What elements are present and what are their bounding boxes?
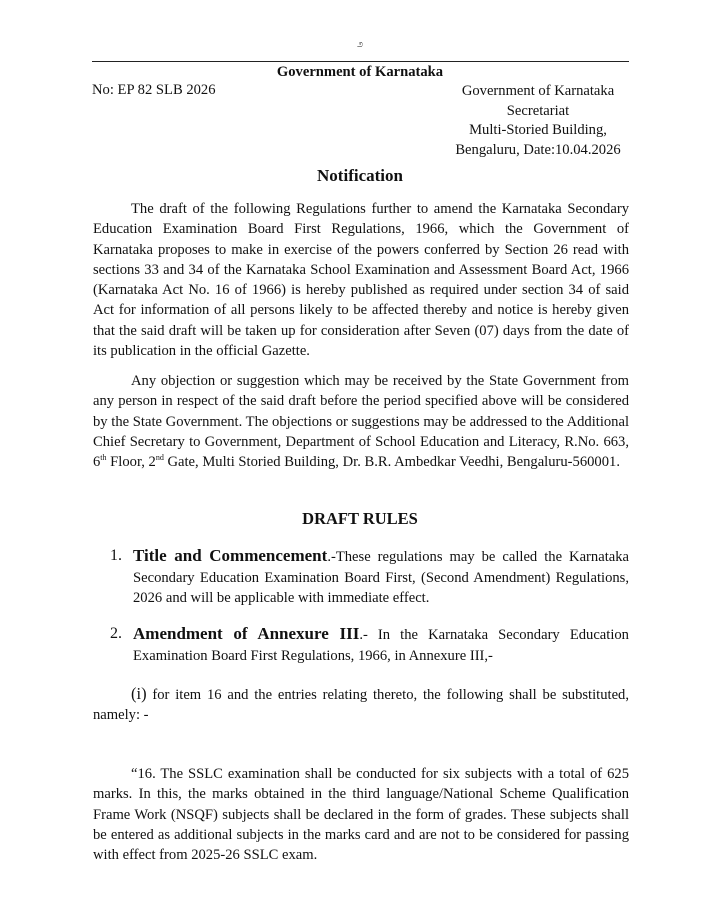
sub-clause-text: for item 16 and the entries relating thereto, the following shall be substituted, namely: - [93,687,629,724]
paragraph-text: Any objection or suggestion which may be received by the State Government from any person in respect of the said draft before the period specified above will be considered by the State Government. The objections or suggestions may be addressed to the Additional Chief Secretary to Government, Department of School Education and Literacy, R.No. 663, 6 [93,373,629,471]
rule-number: 2. [110,625,122,642]
quoted-text: “16. The SSLC examination shall be conducted for six subjects with a total of 625 marks. In this, the marks obtained in the third language/National Scheme Qualification Frame Work (NSQF) subjects shall be declared in the form of grades. These subjects shall be entered as additional subjects in the marks card and are not to be considered for passing with effect from 2025-26 SSLC exam. [93,766,629,864]
paragraph-text: Floor, 2 [106,454,156,471]
document-number: No: EP 82 SLB 2026 [92,82,216,98]
address-line: Multi-Storied Building, [469,122,607,138]
rule-text: .-These regulations may be called the Karnataka Secondary Education Examination Board First, (Second Amendment) Regulations, 2026 and will be applicable with immediate effect. [133,549,630,606]
notification-paragraph-2 [93,371,629,472]
page-number: ೨ [356,38,364,50]
rule-heading: Amendment of Annexure III [133,624,360,643]
header-divider [92,61,629,62]
rule-item-1 [110,546,629,609]
draft-rules-title: DRAFT RULES [302,509,418,528]
paragraph-text: The draft of the following Regulations further to amend the Karnataka Secondary Education Examination Board First Regulations, 1966, which the Government of Karnataka proposes to make in exercise of the powers conferred by Section 26 read with sections 33 and 34 of the Karnataka School Examination and Assessment Board Act, 1966 (Karnataka Act No. 16 of 1966) is hereby published as required under section 34 of said Act for information of all persons likely to be affected thereby and notice is hereby given that the said draft will be taken up for consideration after Seven (07) days from the date of its publication in the official Gazette. [93,201,629,360]
notification-paragraph-1 [93,199,629,361]
address-date-line: Bengaluru, Date:10.04.2026 [455,141,621,158]
paragraph-text: Gate, Multi Storied Building, Dr. B.R. Ambedkar Veedhi, Bengaluru-560001. [163,454,620,471]
sub-clause-marker: (i) [131,684,147,703]
address-line: Secretariat [506,102,570,119]
sub-clause [93,684,629,726]
rule-heading: Title and Commencement [133,546,328,565]
rule-item-2 [110,624,629,666]
quoted-item-16 [93,764,629,865]
notification-title: Notification [317,166,403,185]
ordinal-suffix: th [100,453,107,463]
government-heading: Government of Karnataka [276,64,444,80]
rule-number: 1. [110,547,122,564]
rule-text: .- In the Karnataka Secondary Education Examination Board First Regulations, 1966, in Annexure III,- [133,627,629,664]
address-line: Government of Karnataka [461,83,615,99]
ordinal-suffix: nd [155,453,164,463]
address-block [440,82,636,160]
